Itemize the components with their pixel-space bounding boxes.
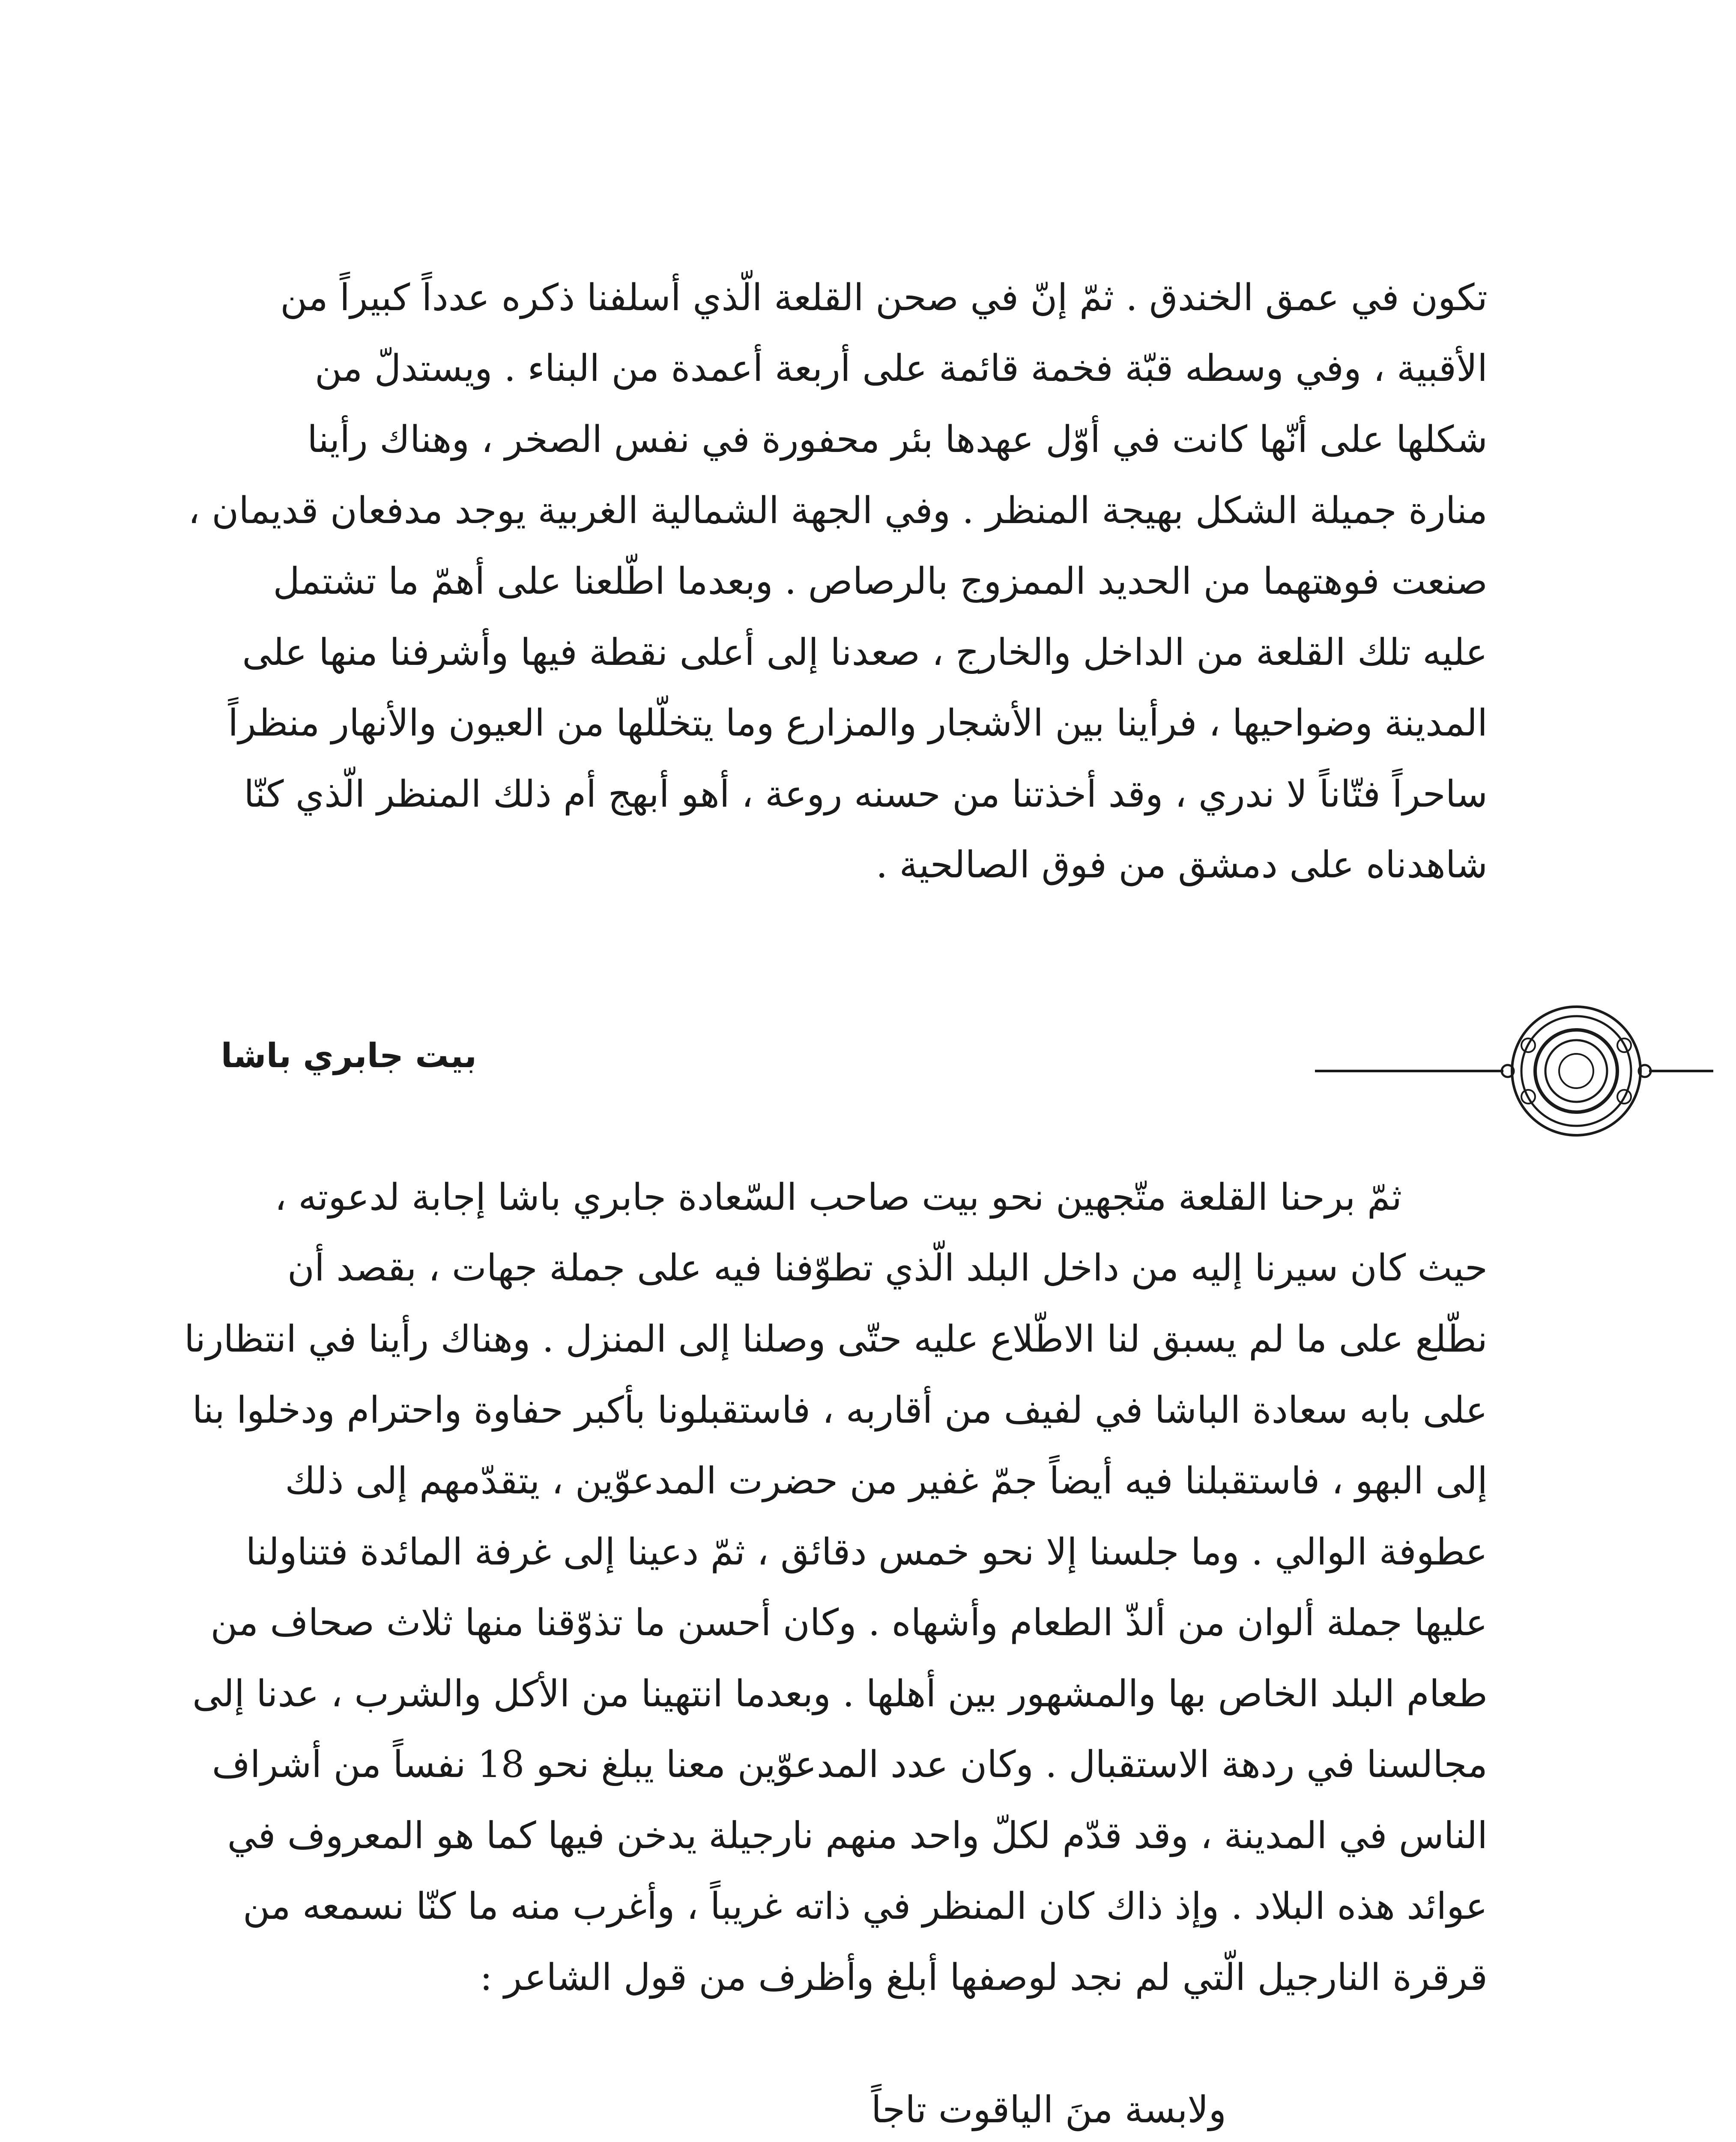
paragraph-2 (125, 1174, 1488, 2082)
text-line: قرقرة النارجيل الّتي لم نجد لوصفها أبلغ وأظرف من قول الشاعر : (480, 1956, 1488, 1999)
text-line: شكلها على أنّها كانت في أوّل عهدها بئر محفورة في نفس الصخر ، وهناك رأينا (307, 418, 1488, 461)
text-line: الناس في المدينة ، وقد قدّم لكلّ واحد منهم نارجيلة يدخن فيها كما هو المعروف في (227, 1814, 1488, 1857)
text-line: تكون في عمق الخندق . ثمّ إنّ في صحن القلعة الّذي أسلفنا ذكره عدداً كبيراً من (280, 276, 1488, 319)
text-line: المدينة وضواحيها ، فرأينا بين الأشجار والمزارع وما يتخلّلها من العيون والأنهار منظراً (228, 702, 1488, 745)
section-heading: بيت جابري باشا (221, 1037, 477, 1075)
text-line: نطّلع على ما لم يسبق لنا الاطّلاع عليه حتّى وصلنا إلى المنزل . وهناك رأينا في انتظارنا (184, 1318, 1488, 1361)
text-line: عطوفة الوالي . وما جلسنا إلا نحو خمس دقائق ، ثمّ دعينا إلى غرفة المائدة فتناولنا (245, 1531, 1488, 1574)
text-line: منارة جميلة الشكل بهيجة المنظر . وفي الجهة الشمالية الغربية يوجد مدفعان قديمان ، (188, 489, 1488, 532)
text-line: طعام البلد الخاص بها والمشهور بين أهلها . وبعدما انتهينا من الأكل والشرب ، عدنا إلى (192, 1672, 1488, 1715)
text-line: الأقبية ، وفي وسطه قبّة فخمة قائمة على أربعة أعمدة من البناء . ويستدلّ من (314, 347, 1488, 390)
text-line: إلى البهو ، فاستقبلنا فيه أيضاً جمّ غفير من حضرت المدعوّين ، يتقدّمهم إلى ذلك (285, 1460, 1488, 1502)
text-line: ثمّ برحنا القلعة متّجهين نحو بيت صاحب السّعادة جابري باشا إجابة لدعوته ، (275, 1176, 1402, 1219)
text-line: عليها جملة ألوان من ألذّ الطعام وأشهاه . وكان أحسن ما تذوّقنا منها ثلاث صحاف من (210, 1601, 1488, 1644)
poem-verse: ولابسة منَ الياقوت تاجاً (871, 2088, 1226, 2131)
text-line: صنعت فوهتهما من الحديد الممزوج بالرصاص . وبعدما اطّلعنا على أهمّ ما تشتمل (273, 560, 1488, 603)
text-line: حيث كان سيرنا إليه من داخل البلد الّذي تطوّفنا فيه على جملة جهات ، بقصد أن (287, 1247, 1488, 1289)
text-line: عوائد هذه البلاد . وإذ ذاك كان المنظر في ذاته غريباً ، وأغرب منه ما كنّا نسمعه من (243, 1885, 1488, 1928)
text-line: على بابه سعادة الباشا في لفيف من أقاربه ، فاستقبلونا بأكبر حفاوة واحترام ودخلوا بنا (192, 1389, 1488, 1432)
text-line: ساحراً فتّاناً لا ندري ، وقد أخذتنا من حسنه روعة ، أهو أبهج أم ذلك المنظر الّذي كنّا (244, 773, 1488, 816)
section-ornament-icon (1315, 998, 1713, 1144)
text-line: شاهدناه على دمشق من فوق الصالحية . (875, 844, 1488, 886)
paragraph-1 (125, 274, 1488, 960)
text-line: عليه تلك القلعة من الداخل والخارج ، صعدنا إلى أعلى نقطة فيها وأشرفنا منها على (242, 631, 1488, 674)
text-line: مجالسنا في ردهة الاستقبال . وكان عدد المدعوّين معنا يبلغ نحو 18 نفساً من أشراف (212, 1743, 1488, 1786)
